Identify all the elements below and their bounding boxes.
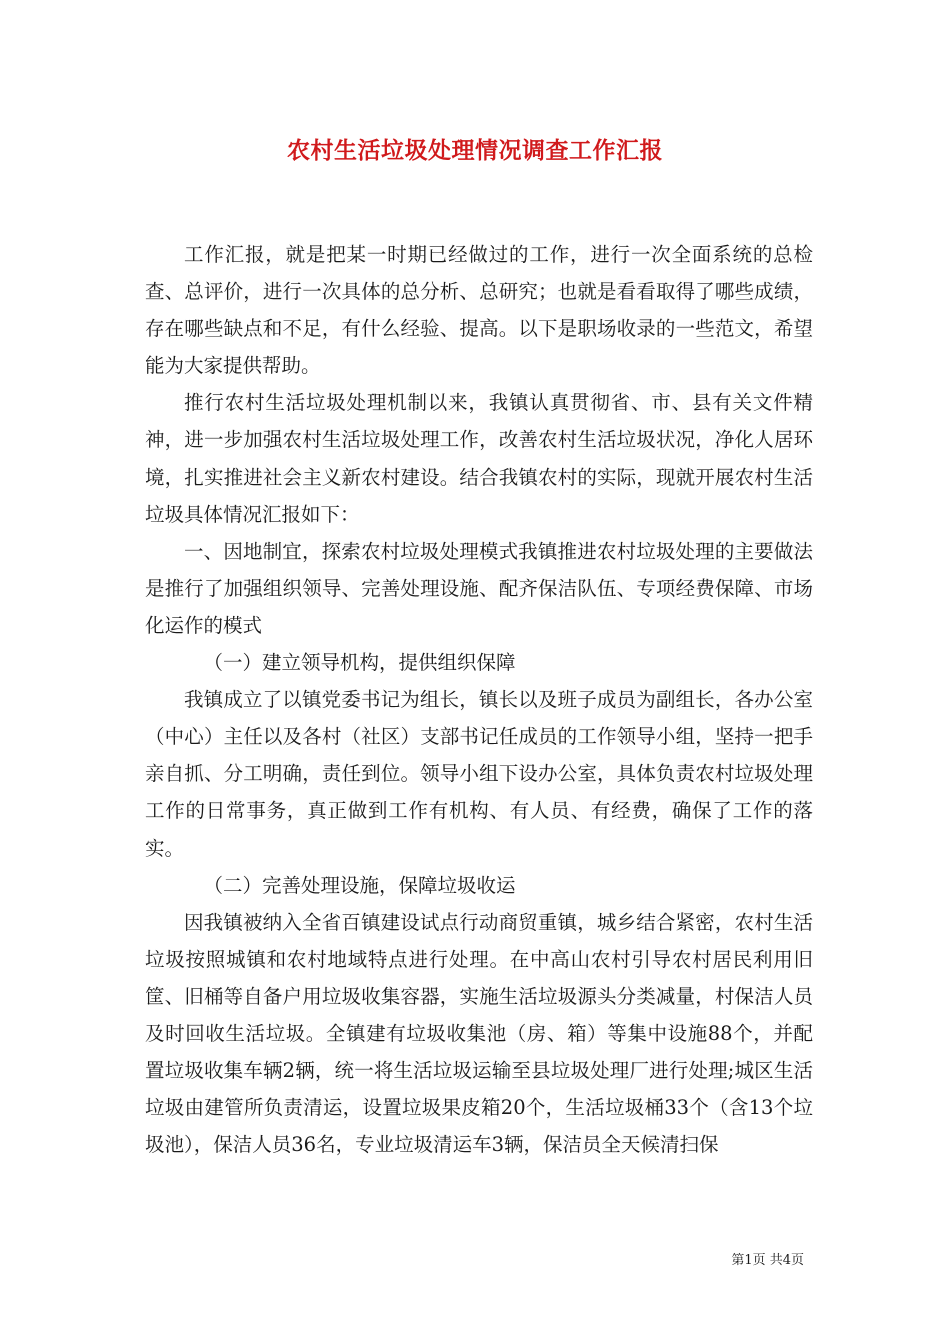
- subsection-heading-2: （二）完善处理设施，保障垃圾收运: [203, 873, 516, 897]
- section-heading-1: 一、因地制宜，探索农村垃圾处理模式我镇推进农村垃圾处理的主要做法是推行了加强组织领导、完善处理设施、配齐保洁队伍、专项经费保障、市场化运作的模式: [145, 539, 813, 637]
- paragraph-background: 推行农村生活垃圾处理机制以来，我镇认真贯彻省、市、县有关文件精神，进一步加强农村生活垃圾处理工作，改善农村生活垃圾状况，净化人居环境，扎实推进社会主义新农村建设。结合我镇农村的实际，现就开展农村生活垃圾具体情况汇报如下：: [145, 391, 813, 526]
- paragraph-intro: 工作汇报，就是把某一时期已经做过的工作，进行一次全面系统的总检查、总评价，进行一次具体的总分析、总研究；也就是看看取得了哪些成绩，存在哪些缺点和不足，有什么经验、提高。以下是职场收录的一些范文，希望能为大家提供帮助。: [145, 243, 813, 378]
- paragraph-leadership: 我镇成立了以镇党委书记为组长，镇长以及班子成员为副组长，各办公室（中心）主任以及各村（社区）支部书记任成员的工作领导小组，坚持一把手亲自抓、分工明确，责任到位。领导小组下设办公室，具体负责农村垃圾处理工作的日常事务，真正做到工作有机构、有人员、有经费，确保了工作的落实。: [145, 688, 813, 860]
- page-number: 第1页 共4页: [731, 1253, 804, 1268]
- paragraph-facilities: 因我镇被纳入全省百镇建设试点行动商贸重镇，城乡结合紧密，农村生活垃圾按照城镇和农村地域特点进行处理。在中高山农村引导农村居民利用旧筐、旧桶等自备户用垃圾收集容器，实施生活垃圾源头分类减量，村保洁人员及时回收生活垃圾。全镇建有垃圾收集池（房、箱）等集中设施88个，并配置垃圾收集车辆2辆，统一将生活垃圾运输至县垃圾处理厂进行处理;城区生活垃圾由建管所负责清运，设置垃圾果皮箱20个，生活垃圾桶33个（含13个垃圾池），保洁人员36名，专业垃圾清运车3辆，保洁员全天候清扫保: [145, 910, 813, 1157]
- document-body: [145, 236, 813, 1163]
- document-title: 农村生活垃圾处理情况调查工作汇报: [287, 137, 663, 164]
- subsection-heading-1: （一）建立领导机构，提供组织保障: [203, 651, 516, 675]
